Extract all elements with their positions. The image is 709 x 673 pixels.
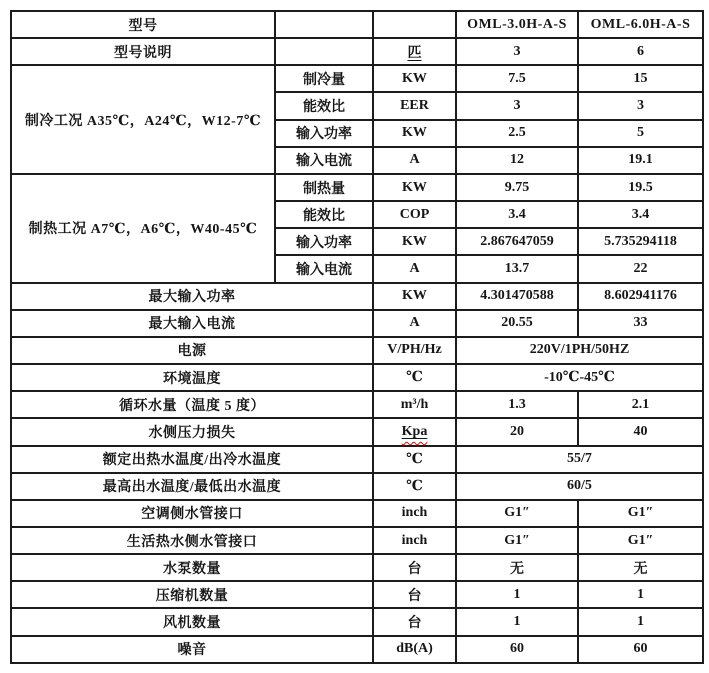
unit-cell: A [373, 147, 456, 174]
table-row-spec [11, 473, 703, 500]
model-name-cell: OML-6.0H-A-S [578, 11, 703, 38]
row-label-cell: 最高出水温度/最低出水温度 [11, 473, 373, 500]
merged-value-cell: 55/7 [456, 446, 703, 473]
value-cell: 15 [578, 65, 703, 92]
sub-label-cell: 输入功率 [275, 228, 373, 255]
unit-cell: KW [373, 228, 456, 255]
value-cell: 60 [456, 636, 578, 663]
value-cell: 40 [578, 418, 703, 445]
table-row-spec [11, 581, 703, 608]
value-cell: 3 [456, 38, 578, 65]
table-row-spec [11, 500, 703, 527]
unit-cell [373, 418, 456, 445]
row-label-cell: 噪音 [11, 636, 373, 663]
row-label-cell: 风机数量 [11, 608, 373, 635]
row-label-cell: 生活热水侧水管接口 [11, 527, 373, 554]
unit-cell: A [373, 310, 456, 337]
unit-cell: KW [373, 283, 456, 310]
row-label-cell: 压缩机数量 [11, 581, 373, 608]
value-cell: 13.7 [456, 255, 578, 282]
row-label-cell: 电源 [11, 337, 373, 364]
unit-cell: 台 [373, 581, 456, 608]
sub-label-cell: 能效比 [275, 201, 373, 228]
table-row-spec [11, 527, 703, 554]
table-row-spec [11, 554, 703, 581]
value-cell: 1.3 [456, 391, 578, 418]
table-row-model [11, 11, 703, 38]
row-label-cell: 水侧压力损失 [11, 418, 373, 445]
value-cell: 8.602941176 [578, 283, 703, 310]
value-cell: G1″ [456, 500, 578, 527]
unit-cell: ℃ [373, 473, 456, 500]
unit-cell: 台 [373, 554, 456, 581]
value-cell: 3 [578, 92, 703, 119]
sub-label-cell: 输入功率 [275, 120, 373, 147]
value-cell: 1 [578, 608, 703, 635]
unit-cell: 台 [373, 608, 456, 635]
table-row-spec [11, 391, 703, 418]
table-row-spec [11, 337, 703, 364]
spec-sheet [10, 10, 704, 664]
value-cell: 22 [578, 255, 703, 282]
table-row-model-desc [11, 38, 703, 65]
unit-cell: m³/h [373, 391, 456, 418]
unit-text: Kpa [401, 423, 428, 439]
misspelled-unit [402, 424, 428, 439]
row-label-cell: 最大输入功率 [11, 283, 373, 310]
heating-condition-label: 制热工况 A7℃，A6℃，W40-45℃ [11, 174, 275, 283]
unit-cell [373, 38, 456, 65]
unit-cell: EER [373, 92, 456, 119]
unit-cell: ℃ [373, 446, 456, 473]
model-name-cell: OML-3.0H-A-S [456, 11, 578, 38]
merged-value-cell: -10℃-45℃ [456, 364, 703, 391]
value-cell: 无 [578, 554, 703, 581]
table-row-spec [11, 608, 703, 635]
unit-text: 匹 [407, 45, 422, 61]
sub-label-cell: 制冷量 [275, 65, 373, 92]
empty-cell [275, 38, 373, 65]
row-label-cell: 空调侧水管接口 [11, 500, 373, 527]
row-label-cell: 水泵数量 [11, 554, 373, 581]
value-cell: G1″ [456, 527, 578, 554]
row-label-cell: 最大输入电流 [11, 310, 373, 337]
table-row-heating [11, 174, 703, 201]
unit-cell: V/PH/Hz [373, 337, 456, 364]
table-row-spec [11, 310, 703, 337]
value-cell: 1 [456, 581, 578, 608]
value-cell: 3.4 [456, 201, 578, 228]
value-cell: 2.867647059 [456, 228, 578, 255]
value-cell: 6 [578, 38, 703, 65]
unit-cell: KW [373, 65, 456, 92]
unit-cell: KW [373, 174, 456, 201]
unit-cell: dB(A) [373, 636, 456, 663]
cooling-condition-label: 制冷工况 A35℃，A24℃，W12-7℃ [11, 65, 275, 174]
sub-label-cell: 制热量 [275, 174, 373, 201]
value-cell: 12 [456, 147, 578, 174]
row-label-cell: 型号说明 [11, 38, 275, 65]
empty-cell [275, 11, 373, 38]
unit-cell: inch [373, 527, 456, 554]
row-label-cell: 型号 [11, 11, 275, 38]
table-row-spec [11, 364, 703, 391]
spec-table [10, 10, 704, 664]
unit-cell: A [373, 255, 456, 282]
unit-cell: COP [373, 201, 456, 228]
value-cell: 7.5 [456, 65, 578, 92]
value-cell: 19.5 [578, 174, 703, 201]
value-cell: 19.1 [578, 147, 703, 174]
value-cell: 无 [456, 554, 578, 581]
value-cell: 20.55 [456, 310, 578, 337]
value-cell: 1 [456, 608, 578, 635]
empty-cell [373, 11, 456, 38]
value-cell: 2.5 [456, 120, 578, 147]
value-cell: G1″ [578, 527, 703, 554]
value-cell: 9.75 [456, 174, 578, 201]
value-cell: 3.4 [578, 201, 703, 228]
table-row-spec [11, 636, 703, 663]
value-cell: 1 [578, 581, 703, 608]
value-cell: 3 [456, 92, 578, 119]
sub-label-cell: 输入电流 [275, 255, 373, 282]
row-label-cell: 循环水量（温度 5 度） [11, 391, 373, 418]
table-row-spec [11, 446, 703, 473]
sub-label-cell: 能效比 [275, 92, 373, 119]
value-cell: 4.301470588 [456, 283, 578, 310]
value-cell: 60 [578, 636, 703, 663]
row-label-cell: 额定出热水温度/出冷水温度 [11, 446, 373, 473]
row-label-cell: 环境温度 [11, 364, 373, 391]
merged-value-cell: 60/5 [456, 473, 703, 500]
unit-cell: inch [373, 500, 456, 527]
value-cell: 2.1 [578, 391, 703, 418]
value-cell: G1″ [578, 500, 703, 527]
value-cell: 33 [578, 310, 703, 337]
sub-label-cell: 输入电流 [275, 147, 373, 174]
table-row-cooling [11, 65, 703, 92]
unit-cell: KW [373, 120, 456, 147]
table-row-spec [11, 283, 703, 310]
table-row-spec [11, 418, 703, 445]
value-cell: 5 [578, 120, 703, 147]
merged-value-cell: 220V/1PH/50HZ [456, 337, 703, 364]
value-cell: 5.735294118 [578, 228, 703, 255]
unit-cell: ℃ [373, 364, 456, 391]
value-cell: 20 [456, 418, 578, 445]
